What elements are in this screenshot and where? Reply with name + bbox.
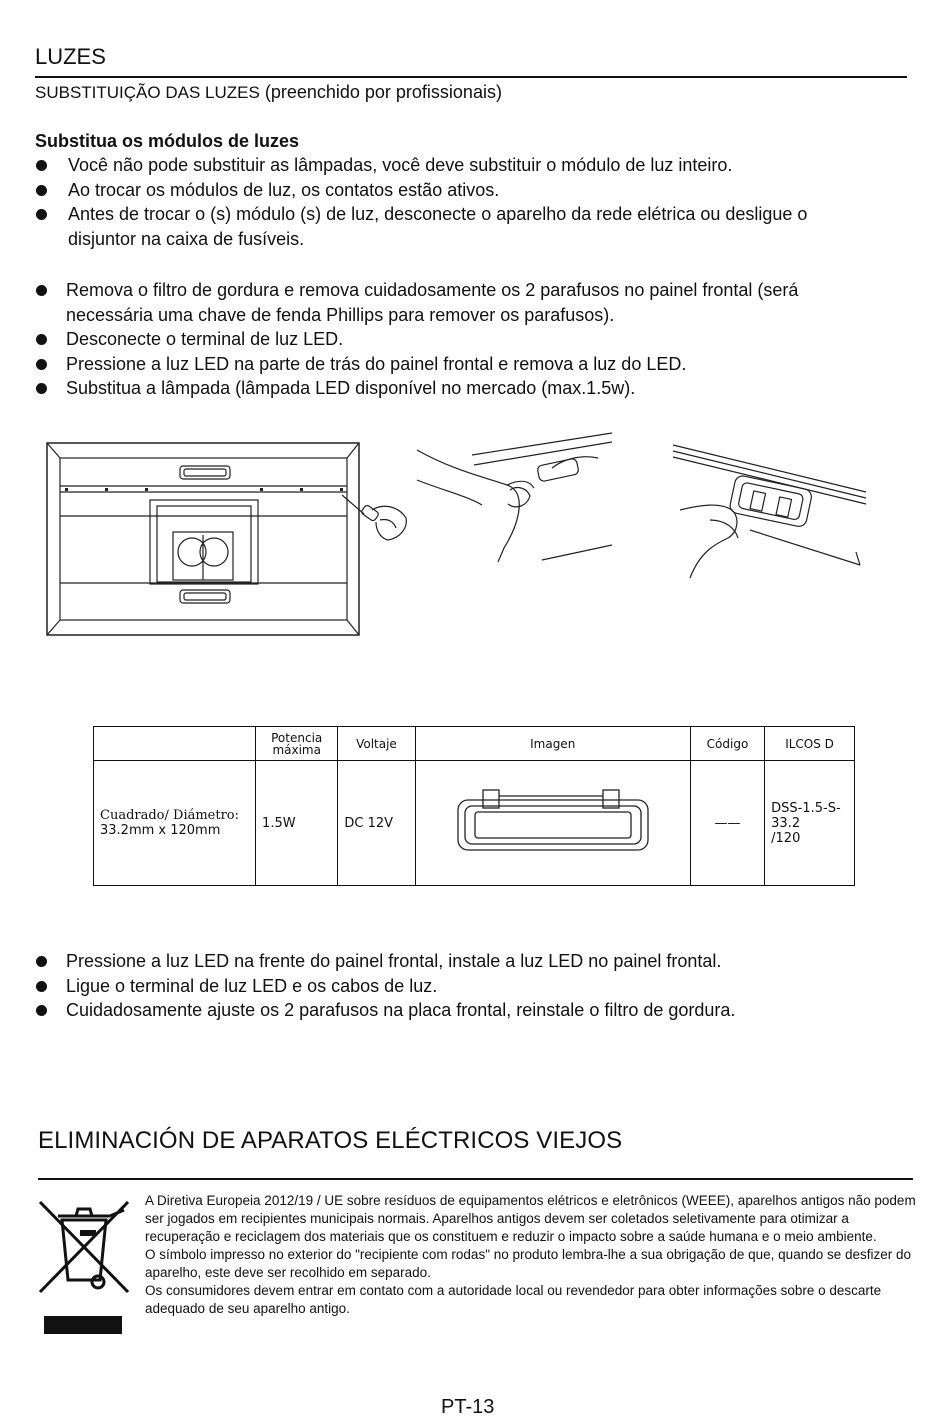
disposal-title: ELIMINACIÓN DE APARATOS ELÉCTRICOS VIEJOS	[38, 1127, 623, 1154]
header-cell: ILCOS D	[765, 727, 855, 761]
screw-removal-illustration	[412, 430, 617, 565]
title-divider	[35, 76, 907, 78]
list-item: Desconecte o terminal de luz LED.	[35, 327, 865, 352]
list-item: Pressione a luz LED na frente do painel frontal, instale a luz LED no painel frontal.	[35, 949, 865, 974]
ilcos-cell	[765, 761, 855, 886]
header-cell	[94, 727, 256, 761]
dimension-label: Cuadrado/ Diámetro:	[100, 808, 240, 823]
code-cell: ——	[690, 761, 764, 886]
list-item: Substitua a lâmpada (lâmpada LED disponível no mercado (max.1.5w).	[35, 376, 865, 401]
steps-list	[35, 278, 865, 401]
list-item: Remova o filtro de gordura e remova cuidadosamente os 2 parafusos no painel frontal (será necessária uma chave de fenda Phillips para remover os parafusos).	[35, 278, 865, 327]
dimension-cell	[94, 761, 256, 886]
subtitle	[35, 82, 502, 103]
disposal-paragraph: A Diretiva Europeia 2012/19 / UE sobre resíduos de equipamentos elétricos e eletrônicos (WEEE), aparelhos antigos não podem ser jogados em recipientes municipais normais. Aparelhos antigos devem ser coletados seletivamente para otimizar a recuperação e reciclagem dos materiais que os constituem e reduzir o impacto sobre a saúde humana e o meio ambiente.	[145, 1193, 916, 1244]
power-cell: 1.5W	[256, 761, 338, 886]
led-spec-table	[93, 726, 855, 886]
header-cell: Potencia máxima	[256, 727, 338, 761]
weee-crossed-bin-icon	[36, 1198, 132, 1296]
disposal-paragraph: Os consumidores devem entrar em contato com a autoridade local ou revendedor para obter informações sobre o descarte adequado de seu aparelho antigo.	[145, 1283, 882, 1316]
led-module-image	[453, 786, 653, 856]
list-item: Ao trocar os módulos de luz, os contatos estão ativos.	[35, 178, 855, 203]
dimension-value: 33.2mm x 120mm	[100, 823, 221, 838]
subtitle-note: (preenchido por profissionais)	[259, 82, 502, 102]
header-cell: Código	[690, 727, 764, 761]
image-cell	[415, 761, 690, 886]
reinstall-list	[35, 949, 865, 1023]
header-cell: Voltaje	[338, 727, 415, 761]
ilcos-line: /120	[771, 830, 801, 846]
disposal-paragraph: O símbolo impresso no exterior do "recipiente com rodas" no produto lembra-lhe a sua obrigação de que, quando se desfizer do aparelho, este deve ser recolhido em separado.	[145, 1247, 912, 1280]
warning-list	[35, 153, 855, 251]
section-title: LUZES	[35, 44, 106, 69]
hood-front-panel-illustration	[45, 440, 363, 638]
table-row	[94, 761, 855, 886]
led-light-removal-illustration	[670, 440, 870, 590]
header-cell: Imagen	[415, 727, 690, 761]
list-item: Antes de trocar o (s) módulo (s) de luz, desconecte o aparelho da rede elétrica ou desligue o disjuntor na caixa de fusíveis.	[35, 202, 855, 251]
voltage-cell: DC 12V	[338, 761, 415, 886]
list-item: Ligue o terminal de luz LED e os cabos de luz.	[35, 974, 865, 999]
table-header-row	[94, 727, 855, 761]
disposal-divider	[38, 1178, 913, 1180]
list-item: Pressione a luz LED na parte de trás do painel frontal e remova a luz do LED.	[35, 352, 865, 377]
page-number: PT-13	[441, 1396, 495, 1418]
screwdriver-hand-illustration	[340, 490, 410, 545]
list-item: Você não pode substituir as lâmpadas, você deve substituir o módulo de luz inteiro.	[35, 153, 855, 178]
replace-heading: Substitua os módulos de luzes	[35, 131, 300, 151]
ilcos-line: DSS-1.5-S-33.2	[771, 800, 841, 831]
list-item: Cuidadosamente ajuste os 2 parafusos na placa frontal, reinstale o filtro de gordura.	[35, 998, 865, 1023]
disposal-text	[145, 1192, 920, 1318]
weee-bar	[44, 1316, 122, 1334]
subtitle-main: SUBSTITUIÇÃO DAS LUZES	[35, 83, 260, 102]
